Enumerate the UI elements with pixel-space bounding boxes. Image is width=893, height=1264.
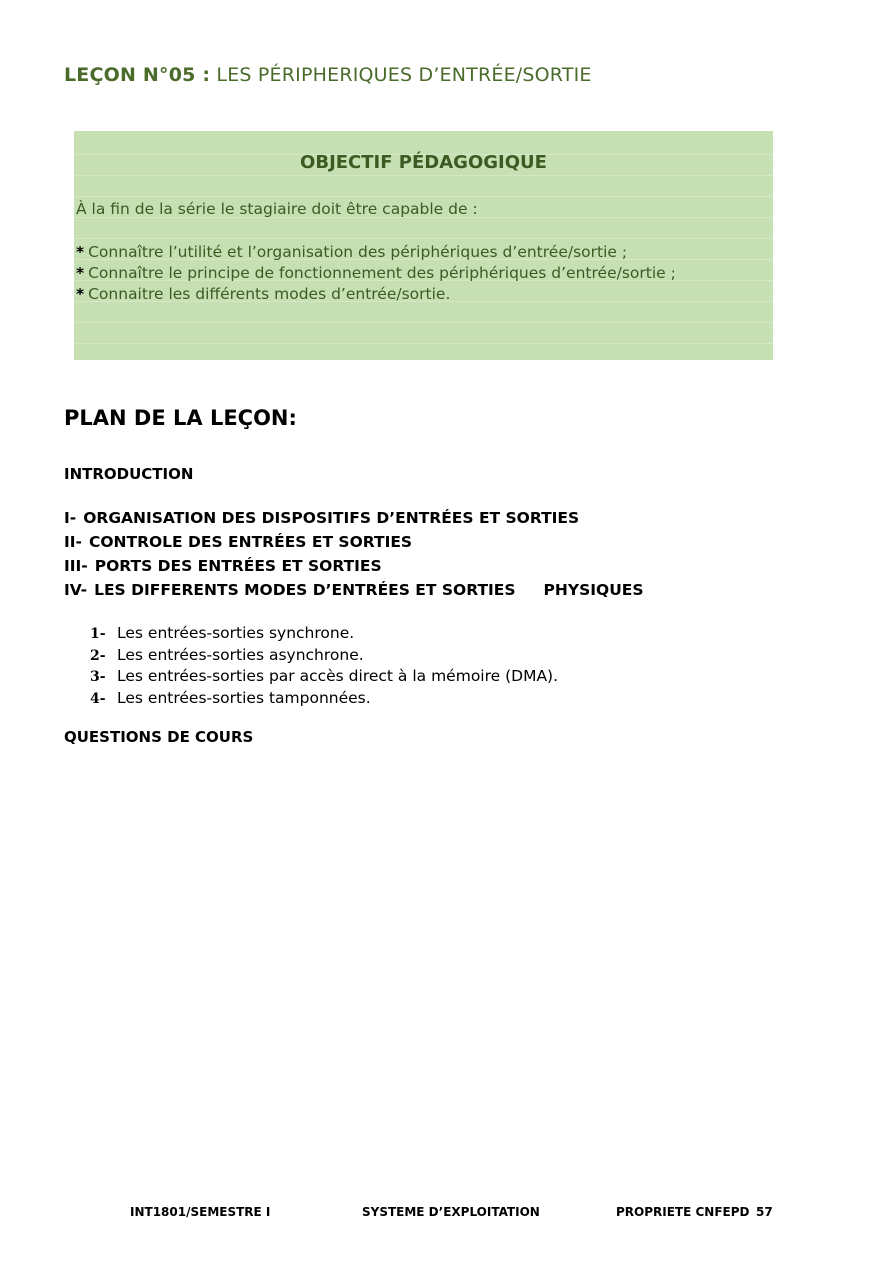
section-item bbox=[64, 554, 644, 578]
objective-item-text: Connaître le principe de fonctionnement des périphériques d’entrée/sortie ; bbox=[88, 264, 676, 282]
questions-item: QUESTIONS DE COURS bbox=[64, 728, 254, 746]
introduction-item: INTRODUCTION bbox=[64, 465, 194, 483]
lesson-title-text: LES PÉRIPHERIQUES D’ENTRÉE/SORTIE bbox=[216, 64, 592, 86]
section-item bbox=[64, 506, 644, 530]
objective-item-text: Connaitre les différents modes d’entrée/sortie. bbox=[88, 285, 451, 303]
sections-list bbox=[64, 506, 644, 602]
section-title-extra: PHYSIQUES bbox=[543, 581, 644, 599]
section-title: ORGANISATION DES DISPOSITIFS D’ENTRÉES ET SORTIES bbox=[83, 509, 580, 527]
bullet-marker: * bbox=[76, 264, 85, 282]
section-number: I- bbox=[64, 509, 77, 527]
section-number: IV- bbox=[64, 581, 88, 599]
subsection-item bbox=[90, 666, 558, 688]
footer-course-code: INT1801/SEMESTRE I bbox=[130, 1205, 271, 1219]
plan-heading: PLAN DE LA LEÇON: bbox=[64, 406, 297, 430]
section-item bbox=[64, 578, 644, 602]
section-number: III- bbox=[64, 557, 88, 575]
subsection-item bbox=[90, 645, 558, 667]
objective-item bbox=[76, 263, 676, 284]
subsection-text: Les entrées-sorties tamponnées. bbox=[117, 688, 371, 707]
subsection-item bbox=[90, 688, 558, 710]
footer-owner: PROPRIETE CNFEPD bbox=[616, 1205, 750, 1219]
footer-subject: SYSTEME D’EXPLOITATION bbox=[362, 1205, 540, 1219]
objective-heading: OBJECTIF PÉDAGOGIQUE bbox=[300, 152, 547, 173]
objective-item bbox=[76, 284, 676, 305]
subsections-list bbox=[90, 623, 558, 709]
subsection-number: 1- bbox=[90, 626, 106, 642]
subsection-text: Les entrées-sorties asynchrone. bbox=[117, 645, 364, 664]
objective-intro: À la fin de la série le stagiaire doit être capable de : bbox=[76, 200, 478, 218]
subsection-text: Les entrées-sorties synchrone. bbox=[117, 624, 355, 642]
bullet-marker: * bbox=[76, 285, 85, 303]
section-title: LES DIFFERENTS MODES D’ENTRÉES ET SORTIES bbox=[94, 581, 516, 599]
lesson-number: LEÇON N°05 : bbox=[64, 64, 211, 86]
subsection-number: 3- bbox=[90, 669, 106, 685]
objective-box bbox=[74, 131, 773, 360]
objective-item-text: Connaître l’utilité et l’organisation des périphériques d’entrée/sortie ; bbox=[88, 243, 628, 261]
page-number: 57 bbox=[756, 1205, 773, 1219]
section-number: II- bbox=[64, 533, 82, 551]
subsection-number: 4- bbox=[90, 690, 106, 707]
subsection-number: 2- bbox=[90, 647, 106, 664]
lesson-title bbox=[64, 64, 592, 86]
section-title: CONTROLE DES ENTRÉES ET SORTIES bbox=[88, 533, 413, 551]
section-title: PORTS DES ENTRÉES ET SORTIES bbox=[94, 557, 382, 575]
objective-list bbox=[76, 242, 676, 305]
subsection-item bbox=[90, 623, 558, 645]
section-item bbox=[64, 530, 644, 554]
objective-item bbox=[76, 242, 676, 263]
bullet-marker: * bbox=[76, 243, 85, 261]
subsection-text: Les entrées-sorties par accès direct à la mémoire (DMA). bbox=[117, 667, 559, 685]
